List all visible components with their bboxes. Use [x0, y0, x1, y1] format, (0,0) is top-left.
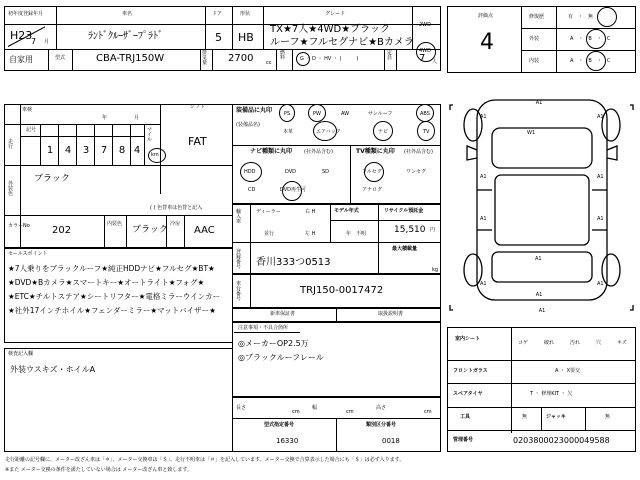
capacity-label: 定員 — [387, 50, 393, 61]
model-year-label: モデル年式 — [334, 208, 359, 214]
navi-dvd: DVD — [285, 169, 297, 175]
equip-leather: 本革 — [283, 129, 294, 135]
seat-label: 室内シート — [455, 336, 481, 342]
exterior-color-label: 外装色 — [8, 181, 14, 197]
spare-label: スペアタイヤ — [453, 391, 483, 397]
chassis-value: TRJ150-0017472 — [300, 285, 384, 296]
height-label: 高さ — [376, 405, 387, 411]
seat-item: 破れ — [544, 340, 555, 346]
seat-item: キズ — [617, 340, 627, 346]
diagram-mark: A1 — [480, 281, 487, 287]
footer-line1: 走行距離の記号欄に、メーター改ざん車は「＊」、メーター交換車は「＄」、走行不明車は「＃」を記入しています。メーター交換で合算表示した場合にも「＄」は必ず入ります。 — [5, 457, 405, 463]
pw-circle — [308, 104, 326, 122]
color-no-label: カラーNo — [8, 223, 30, 229]
ac-label: 冷房 — [170, 221, 181, 227]
grade-line1: TX★7人★4WD★ブラック — [270, 24, 390, 35]
front-glass-label: フロントガラス — [453, 368, 488, 374]
jack-value: 無 — [605, 414, 611, 420]
front-glass-value: A ・ X要交 — [555, 368, 581, 374]
sales-points-title: セールスポイント — [8, 251, 48, 257]
diagram-mark: A1 — [538, 308, 546, 314]
fuel-g-circle — [296, 52, 310, 66]
reg-no-label: 登録番号 — [236, 249, 242, 270]
new-warranty-label: 新車保証書 — [270, 311, 296, 317]
tools-label: 工具 — [460, 414, 471, 420]
seat-item: 汚れ — [570, 340, 581, 346]
width-label: 幅 — [312, 405, 318, 411]
capacity-unit: 人 — [432, 59, 438, 65]
diagram-mark: W1 — [527, 130, 536, 136]
mileage-digit: 4 — [133, 145, 141, 156]
damage-label: 修復歴 — [529, 14, 545, 20]
tv-sub: (社外品含む) — [404, 149, 433, 155]
navi-sd: SD — [322, 169, 330, 175]
equip-pw: PW — [313, 111, 321, 117]
car-damage-diagram — [447, 80, 636, 320]
notes-line2: ◎ブラックルーフレール — [238, 353, 324, 362]
interior-score-options: A ・ B ・ C — [570, 58, 611, 64]
spare-value: T ・ 修理KIT ・ 欠 — [530, 391, 573, 397]
cc-unit: cc — [266, 60, 272, 66]
ps-circle — [279, 104, 295, 122]
doors: 5 — [215, 31, 222, 44]
inspector-title: 検査記入欄 — [8, 351, 34, 357]
navi-title: ナビ種類に丸印 — [250, 148, 293, 155]
chassis-label: 車台番号 — [236, 281, 242, 302]
diagram-mark: A1 — [597, 114, 604, 120]
equip-navi: ナビ — [378, 129, 389, 135]
twowd-label: 2WD — [419, 22, 431, 28]
footer-line2: ※また メーター交換の条件を満たしていない場合は メーター改ざん車と致します。 — [5, 467, 192, 473]
height-unit: cm — [424, 409, 432, 415]
airbag-circle — [313, 121, 337, 141]
length-label: 長さ — [236, 405, 247, 411]
type-no-label: 型式指定番号 — [264, 422, 295, 428]
inspector-text: 外装ウスキズ・ホイルA — [10, 365, 96, 374]
mileage-digit: 1 — [46, 145, 54, 156]
score-value: 4 — [480, 30, 494, 55]
equip-ps: PS — [284, 111, 291, 117]
navi-sub: (社外品含む) — [304, 149, 333, 155]
name-label: 車名 — [122, 11, 133, 17]
import-right: 右 H — [305, 209, 316, 215]
model-label: 型式 — [55, 55, 66, 61]
reg-month: 7 — [31, 37, 37, 46]
shift-label: シフト — [190, 104, 206, 110]
equip-abs: ABS — [420, 111, 430, 117]
abs-circle — [416, 104, 434, 122]
tv-circle — [417, 121, 435, 141]
shaken-label: 車検 — [22, 107, 33, 113]
memo-label: 記号 — [26, 127, 37, 133]
equip-sunroof: サンルーフ — [368, 111, 393, 117]
seat-item: コゲ — [518, 340, 529, 346]
mileage-digit: 4 — [64, 145, 72, 156]
recycle-unit: 円 — [430, 227, 436, 233]
import-left: 左 H — [305, 231, 316, 237]
model-value: CBA-TRJ150W — [96, 53, 165, 64]
import-label: 輸入車 — [236, 209, 242, 225]
import-dealer: ディーラー — [256, 209, 281, 215]
reg-month-unit: 月 — [44, 39, 50, 45]
type-no: 16330 — [276, 437, 299, 445]
interior-b-circle — [586, 51, 606, 71]
dvd-play-circle — [282, 181, 302, 201]
displacement-value: 2700 — [228, 53, 254, 64]
ac-value: AAC — [194, 225, 215, 236]
grade-line2: ルーフ★フルセグナビ★Bカメラ — [270, 37, 414, 48]
car-name: ﾗﾝﾄﾞｸﾙｰｻﾞｰﾌﾟﾗﾄﾞ — [88, 31, 163, 42]
sales-point-line: ★社外17インチホイル★フェンダーミラー★マットバイザー★ — [8, 306, 216, 315]
tv-oneseg: ワンセグ — [406, 169, 427, 175]
capacity-value: 7 — [419, 53, 426, 64]
recycle-label: リサイクル預託金 — [384, 208, 424, 214]
reg-year: H23 — [10, 29, 33, 42]
hdd-circle — [240, 162, 262, 182]
notes-title: 注意事項・不具合箇所 — [238, 325, 289, 331]
equip-tv: TV — [423, 129, 430, 135]
reg-no-value: 香川333つ0513 — [256, 257, 331, 268]
fuel-label: 燃料 — [280, 50, 286, 61]
sales-point-line: ★7人乗りをブラックルーフ★純正HDDナビ★フルセグ★BT★ — [8, 264, 215, 273]
fourwd-label: 4WD — [419, 48, 431, 54]
shape-label: 形状 — [240, 11, 251, 17]
mileage-digit: 8 — [118, 145, 126, 156]
seat-item: 穴 — [596, 340, 602, 346]
width-unit: cm — [346, 409, 354, 415]
exterior-b-circle — [586, 29, 606, 49]
mgmt-value: 0203800023000049588 — [513, 436, 610, 445]
first-reg-label: 初年度登録年月 — [8, 11, 44, 17]
inspector-table — [4, 348, 233, 452]
class-no-label: 類別区分番号 — [366, 422, 397, 428]
color-note: ( ) 色替車は色替と記入 — [150, 205, 203, 211]
mileage-label: 走行 — [8, 139, 14, 150]
equip-airbag: エアバック — [316, 129, 341, 135]
equipment-title: 装備品に丸印 — [236, 107, 273, 114]
navi-dvd-play: DVD再生可 — [280, 187, 307, 193]
mile-label: マイル — [147, 127, 153, 143]
shift-value: FAT — [188, 135, 207, 148]
tools-value: 無 — [522, 414, 528, 420]
km-label: km — [151, 152, 159, 158]
equip-aw: AW — [341, 111, 350, 117]
exterior-score-options: A ・ B ・ C — [570, 36, 611, 42]
interior-color-value: ブラック — [132, 225, 168, 235]
diagram-mark: A1 — [535, 292, 543, 298]
diagram-mark: A1 — [480, 174, 487, 180]
shaken-year-label: 年 — [102, 115, 108, 121]
color-no: 202 — [52, 225, 72, 236]
cabin-table — [447, 327, 636, 452]
jack-label: ジャッキ — [546, 414, 566, 420]
interior-score-label: 内装 — [529, 58, 540, 64]
notes-line1: ◎メーカーOP2.5万 — [238, 339, 309, 348]
diagram-mark: A1 — [597, 174, 604, 180]
recycle-value: 15,510 — [394, 225, 426, 235]
navi-circle — [373, 121, 393, 141]
diagram-mark: A1 — [480, 114, 487, 120]
diagram-mark: A1 — [480, 216, 487, 222]
damage-options: 有 ・ 無 — [568, 14, 594, 20]
grade-label: グレード — [325, 11, 346, 17]
manual-label: 取扱説明書 — [378, 311, 404, 317]
exterior-color-value: ブラック — [34, 174, 70, 184]
navi-hdd: HDD — [244, 169, 256, 175]
navi-cd: CD — [248, 187, 256, 193]
sales-point-line: ★DVD★Bカメラ★スマートキー★オートライト★フォグ★ — [8, 278, 205, 287]
exterior-score-label: 外装 — [529, 36, 540, 42]
equipment-sub: (装備品名) — [236, 122, 260, 128]
fuel-options: G ・ D ・ HV ・ ( ) — [300, 56, 359, 62]
diagram-mark: A1 — [597, 281, 604, 287]
length-unit: cm — [292, 409, 300, 415]
use-value: 自家用 — [9, 55, 33, 64]
interior-color-label: 内装色 — [107, 221, 123, 227]
diagram-mark: A1 — [597, 216, 604, 222]
diagram-mark: A1 — [535, 256, 542, 262]
shaken-month-label: 月 — [134, 115, 140, 121]
shape: HB — [238, 31, 254, 44]
sales-point-line: ★ETC★チルトステア★シートリフター★電格ミラーウインカー — [8, 292, 221, 301]
tv-title: TV種類に丸印 — [356, 148, 395, 155]
mileage-digit: 3 — [82, 145, 90, 156]
import-parallel: 並行 — [264, 231, 275, 237]
load-label: 最大積載量 — [392, 246, 418, 252]
load-unit: kg — [432, 267, 439, 273]
diagram-mark: A1 — [535, 100, 543, 106]
door-label: ドア — [212, 11, 222, 17]
mileage-digit: 7 — [100, 145, 108, 156]
tv-analog: アナログ — [362, 187, 383, 193]
displacement-label: 排気量 — [202, 50, 208, 66]
damage-none-circle — [597, 7, 617, 27]
score-label: 評価点 — [478, 13, 494, 19]
fullseg-circle — [364, 162, 384, 182]
tv-fullseg: フルセグ — [362, 169, 382, 175]
mgmt-label: 管理番号 — [453, 437, 474, 443]
class-no: 0018 — [382, 437, 400, 445]
model-year-value: 年 不明 — [346, 231, 367, 237]
